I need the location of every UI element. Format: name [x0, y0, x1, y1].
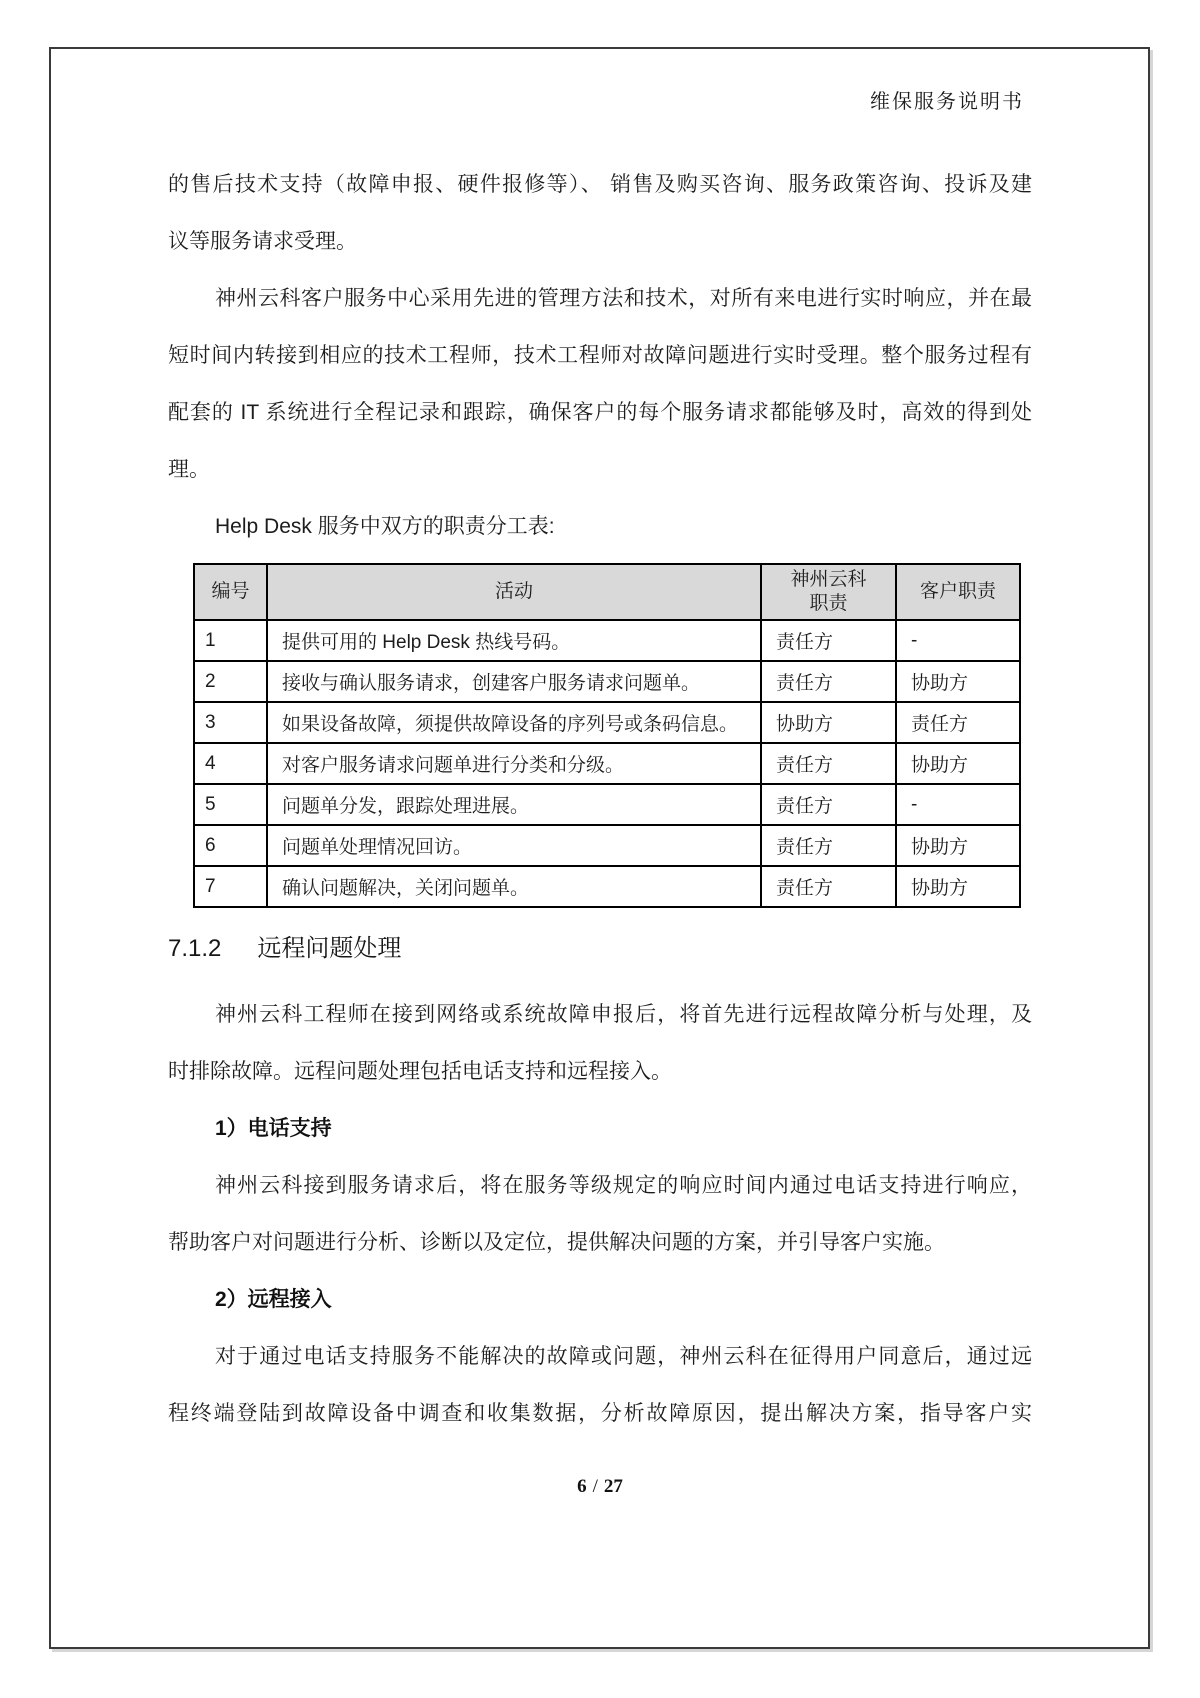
cell-dc-role: 责任方 [761, 661, 896, 702]
responsibility-table [193, 563, 1021, 908]
current-page-number: 6 [577, 1476, 587, 1497]
cell-customer-role: 协助方 [896, 661, 1020, 702]
table-row [194, 866, 1020, 907]
cell-activity: 接收与确认服务请求，创建客户服务请求问题单。 [267, 661, 761, 702]
cell-number: 4 [194, 743, 267, 784]
cell-number: 6 [194, 825, 267, 866]
cell-number: 1 [194, 620, 267, 661]
paragraph-continuation [168, 156, 1032, 270]
cell-customer-role: 责任方 [896, 702, 1020, 743]
table-header-dc-line2: 职责 [809, 593, 848, 614]
cell-dc-role: 责任方 [761, 743, 896, 784]
cell-dc-role: 协助方 [761, 702, 896, 743]
paragraph-remote-access [168, 1328, 1032, 1442]
document-content [168, 49, 1032, 1498]
cell-activity: 问题单处理情况回访。 [267, 825, 761, 866]
table-row [194, 784, 1020, 825]
table-header-activity: 活动 [267, 564, 761, 620]
table-row [194, 620, 1020, 661]
cell-activity: 提供可用的 Help Desk 热线号码。 [267, 620, 761, 661]
cell-customer-role: 协助方 [896, 825, 1020, 866]
paragraph-line: 配套的 IT 系统进行全程记录和跟踪，确保客户的每个服务请求都能够及时，高效的得到处 [168, 401, 1032, 424]
cell-dc-role: 责任方 [761, 620, 896, 661]
cell-number: 7 [194, 866, 267, 907]
paragraph-line: 程终端登陆到故障设备中调查和收集数据，分析故障原因，提出解决方案，指导客户实 [168, 1402, 1032, 1425]
paragraph-line: 时排除故障。远程问题处理包括电话支持和远程接入。 [168, 1060, 672, 1083]
cell-activity: 问题单分发，跟踪处理进展。 [267, 784, 761, 825]
cell-activity: 如果设备故障，须提供故障设备的序列号或条码信息。 [267, 702, 761, 743]
table-header-dc-responsibility [761, 564, 896, 620]
table-intro-line: Help Desk 服务中双方的职责分工表: [215, 515, 555, 538]
paragraph-line: 对于通过电话支持服务不能解决的故障或问题，神州云科在征得用户同意后，通过远 [215, 1345, 1032, 1368]
cell-number: 3 [194, 702, 267, 743]
cell-number: 2 [194, 661, 267, 702]
table-header-dc-line1: 神州云科 [790, 569, 867, 590]
table-header-row [194, 564, 1020, 620]
section-title: 远程问题处理 [257, 935, 402, 962]
cell-activity: 确认问题解决，关闭问题单。 [267, 866, 761, 907]
cell-customer-role: 协助方 [896, 743, 1020, 784]
cell-dc-role: 责任方 [761, 784, 896, 825]
table-row [194, 661, 1020, 702]
section-heading-7-1-2 [168, 930, 1032, 968]
cell-customer-role: 协助方 [896, 866, 1020, 907]
cell-customer-role: - [896, 620, 1020, 661]
cell-dc-role: 责任方 [761, 825, 896, 866]
paragraph-line: 神州云科客户服务中心采用先进的管理方法和技术，对所有来电进行实时响应，并在最 [215, 287, 1032, 310]
total-page-count: 27 [603, 1476, 623, 1497]
document-header-title: 维保服务说明书 [870, 91, 1024, 113]
page-number-separator: / [592, 1476, 598, 1497]
table-row [194, 825, 1020, 866]
paragraph-line: 的售后技术支持（故障申报、硬件报修等）、 销售及购买咨询、服务政策咨询、投诉及建 [168, 173, 1032, 196]
cell-number: 5 [194, 784, 267, 825]
cell-customer-role: - [896, 784, 1020, 825]
paragraph-line: 帮助客户对问题进行分析、诊断以及定位，提供解决问题的方案，并引导客户实施。 [168, 1231, 945, 1254]
table-row [194, 743, 1020, 784]
paragraph-line: 理。 [168, 458, 210, 481]
paragraph-line: 议等服务请求受理。 [168, 230, 357, 253]
table-row [194, 702, 1020, 743]
paragraph-service-center [168, 270, 1032, 498]
paragraph-remote-handling [168, 986, 1032, 1100]
page-border [49, 47, 1150, 1649]
table-header-customer-responsibility: 客户职责 [896, 564, 1020, 620]
cell-activity: 对客户服务请求问题单进行分类和分级。 [267, 743, 761, 784]
paragraph-line: 神州云科工程师在接到网络或系统故障申报后，将首先进行远程故障分析与处理，及 [215, 1003, 1032, 1026]
subheading-remote-access: 2）远程接入 [215, 1288, 332, 1311]
paragraph-line: 短时间内转接到相应的技术工程师，技术工程师对故障问题进行实时受理。整个服务过程有 [168, 344, 1032, 367]
page-number-footer [168, 1476, 1032, 1498]
paragraph-phone-support [168, 1157, 1032, 1271]
table-header-number: 编号 [194, 564, 267, 620]
paragraph-line: 神州云科接到服务请求后，将在服务等级规定的响应时间内通过电话支持进行响应， [215, 1174, 1032, 1197]
subheading-phone-support: 1）电话支持 [215, 1117, 332, 1140]
section-number: 7.1.2 [168, 935, 222, 962]
cell-dc-role: 责任方 [761, 866, 896, 907]
